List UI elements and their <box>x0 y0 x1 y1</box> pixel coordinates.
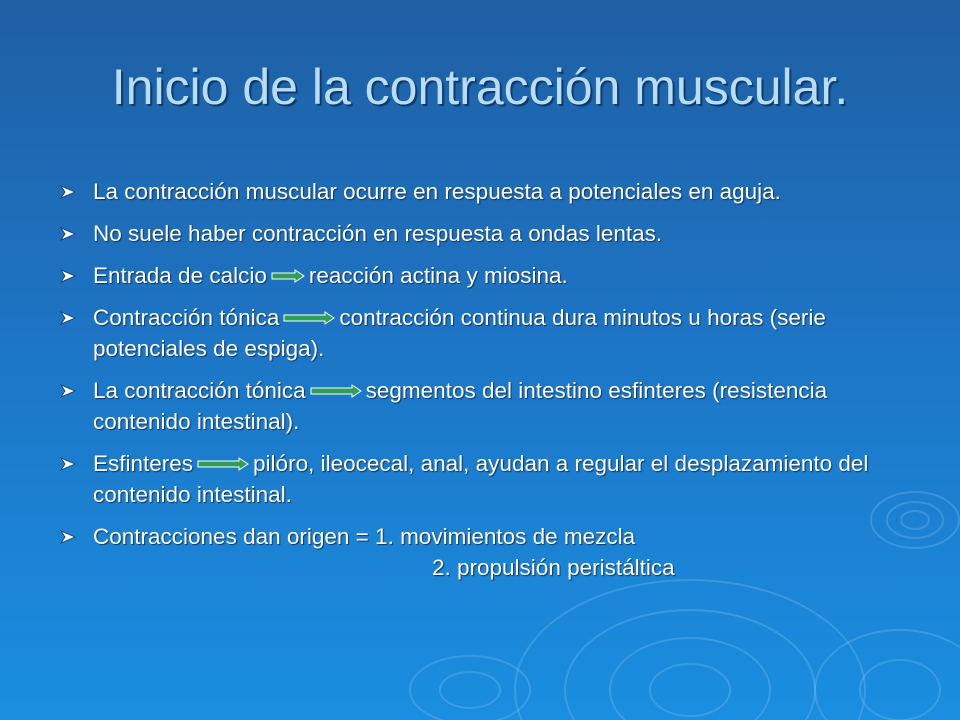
right-arrow-icon <box>271 269 305 283</box>
bullet-item <box>60 176 920 207</box>
right-arrow-icon <box>197 457 249 471</box>
bullet-item <box>60 218 920 249</box>
bullet-text: Contracciones dan origen = 1. movimientos de mezcla <box>93 524 636 549</box>
bullet-item <box>60 448 920 510</box>
bullet-item <box>60 260 920 291</box>
bullet-item <box>60 375 920 437</box>
bullet-text: No suele haber contracción en respuesta a ondas lentas. <box>93 221 663 246</box>
arrowhead-bullet-icon <box>60 185 76 199</box>
bullet-item <box>60 521 920 583</box>
right-arrow-icon <box>310 384 362 398</box>
bullet-list <box>60 176 920 594</box>
bullet-text-after: segmentos del intestino esfinteres (resistencia contenido intestinal). <box>93 378 828 434</box>
bullet-subline: 2. propulsión peristáltica <box>432 555 675 580</box>
arrowhead-bullet-icon <box>60 457 76 471</box>
arrowhead-bullet-icon <box>60 311 76 325</box>
bullet-text-before: La contracción tónica <box>93 378 306 403</box>
bullet-text-after: reacción actina y miosina. <box>308 263 568 288</box>
arrowhead-bullet-icon <box>60 530 76 544</box>
right-arrow-icon <box>283 311 335 325</box>
arrowhead-bullet-icon <box>60 269 76 283</box>
arrowhead-bullet-icon <box>60 227 76 241</box>
bullet-text-before: Contracción tónica <box>93 305 280 330</box>
bullet-text-before: Esfinteres <box>93 451 194 476</box>
arrowhead-bullet-icon <box>60 384 76 398</box>
bullet-text: La contracción muscular ocurre en respuesta a potenciales en aguja. <box>93 179 781 204</box>
slide-title: Inicio de la contracción muscular. <box>111 59 849 115</box>
bullet-text-before: Entrada de calcio <box>93 263 267 288</box>
bullet-text-after: pilóro, ileocecal, anal, ayudan a regular el desplazamiento del contenido intestinal. <box>93 451 869 507</box>
bullet-text-after: contracción continua dura minutos u horas (serie potenciales de espiga). <box>93 305 826 361</box>
bullet-item <box>60 302 920 364</box>
